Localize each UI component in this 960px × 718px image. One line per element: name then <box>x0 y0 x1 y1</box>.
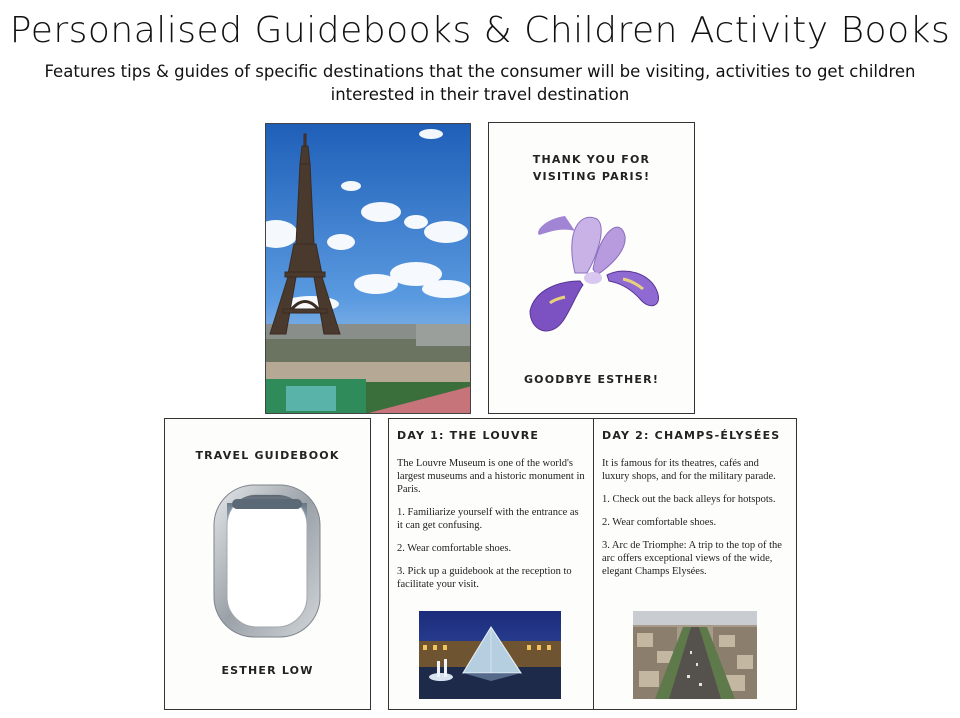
day2-tip-2: 2. Wear comfortable shoes. <box>602 517 717 528</box>
airplane-window-illustration <box>212 481 322 641</box>
day1-page <box>388 418 594 710</box>
iris-flower-illustration <box>525 211 665 341</box>
page-title: Personalised Guidebooks & Children Activity Books <box>9 10 951 51</box>
day2-body <box>602 457 788 588</box>
guidebook-author: ESTHER LOW <box>221 664 314 677</box>
guidebook-cover-card <box>164 418 371 710</box>
day1-tip-1: 1. Familiarize yourself with the entrance as it can get confusing. <box>397 507 579 531</box>
day2-page <box>593 418 797 710</box>
day2-tip-3: 3. Arc de Triomphe: A trip to the top of the arc offers exceptional views of the wide, elegant Champs Elysées. <box>602 540 782 577</box>
day2-tip-1: 1. Check out the back alleys for hotspots. <box>602 494 776 505</box>
day1-heading: DAY 1: THE LOUVRE <box>397 429 540 442</box>
day2-heading: DAY 2: CHAMPS-ÉLYSÉES <box>602 429 781 442</box>
day1-tip-2: 2. Wear comfortable shoes. <box>397 543 512 554</box>
page-subtitle: Features tips & guides of specific destinations that the consumer will be visiting, activities to get children interested in their travel destination <box>44 62 916 104</box>
day1-body <box>397 457 585 601</box>
day2-intro: It is famous for its theatres, cafés and luxury shops, and for the military parade. <box>602 458 776 482</box>
thank-you-heading-line1: THANK YOU FOR <box>532 153 651 166</box>
goodbye-text: GOODBYE ESTHER! <box>523 373 660 386</box>
eiffel-tower-photo <box>265 123 471 414</box>
thank-you-card <box>488 122 695 414</box>
thank-you-heading-line2: VISITING PARIS! <box>532 170 651 183</box>
day1-tip-3: 3. Pick up a guidebook at the reception to facilitate your visit. <box>397 566 572 590</box>
champs-elysees-photo <box>633 611 757 699</box>
guidebook-title: TRAVEL GUIDEBOOK <box>195 449 340 462</box>
louvre-pyramid-photo <box>419 611 561 699</box>
day1-intro: The Louvre Museum is one of the world's largest museums and a historic monument in Paris. <box>397 458 585 495</box>
